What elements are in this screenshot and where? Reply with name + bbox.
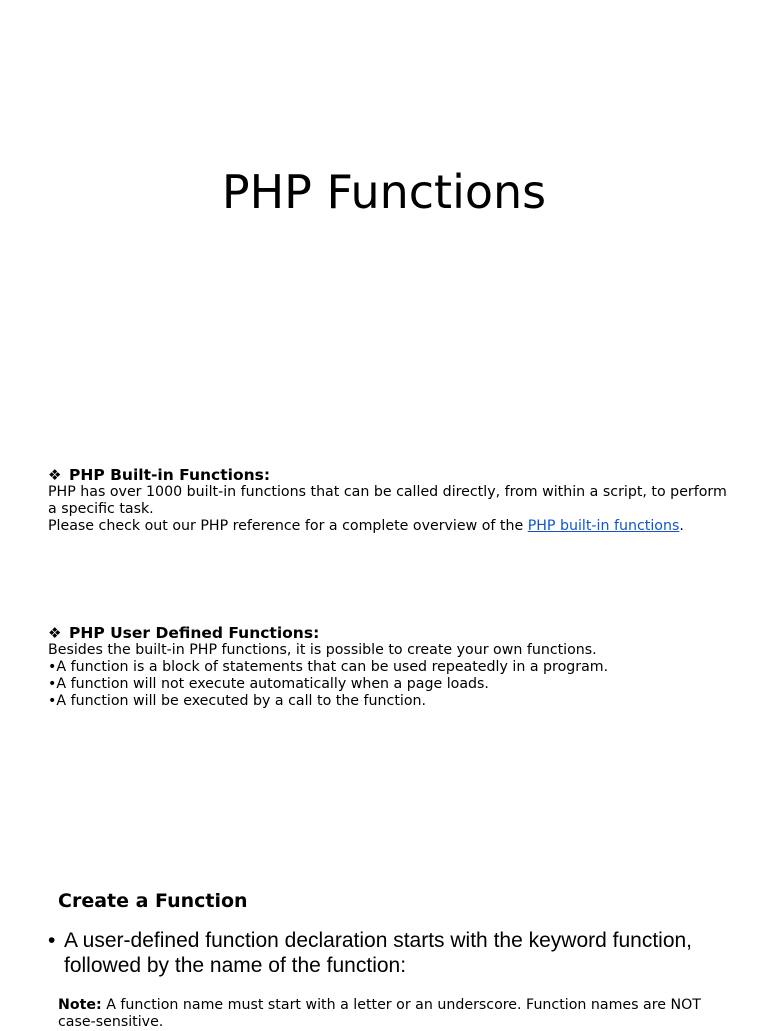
user-defined-functions-heading (48, 624, 738, 642)
create-function-point-text: A user-defined function declaration starts with the keyword function, followed by the name of the function: (64, 929, 693, 977)
user-defined-functions-heading-text: PHP User Defined Functions: (69, 624, 320, 642)
built-in-description: PHP has over 1000 built-in functions that can be called directly, from within a script, to perform a specific task. (48, 484, 727, 517)
user-defined-point: •A function will not execute automatically when a page loads. (48, 676, 489, 692)
reference-text: Please check out our PHP reference for a complete overview of the (48, 518, 528, 534)
reference-period: . (679, 518, 684, 534)
user-defined-intro: Besides the built-in PHP functions, it is possible to create your own functions. (48, 642, 597, 658)
user-defined-point: •A function will be executed by a call to the function. (48, 693, 427, 709)
built-in-functions-heading (48, 466, 738, 484)
create-function-heading: Create a Function (58, 890, 248, 912)
function-name-note (58, 997, 718, 1031)
built-in-functions-section (48, 466, 738, 535)
user-defined-point: •A function is a block of statements that can be used repeatedly in a program. (48, 659, 609, 675)
note-label: Note: (58, 997, 102, 1013)
php-built-in-functions-link[interactable]: PHP built-in functions (527, 518, 680, 534)
bullet-icon: • (48, 929, 56, 952)
built-in-reference-line (48, 518, 738, 535)
note-text: A function name must start with a letter or an underscore. Function names are NOT case-sensitive. (58, 997, 701, 1030)
diamond-bullet-icon: ❖ (48, 624, 62, 642)
create-function-point (48, 928, 728, 978)
diamond-bullet-icon: ❖ (48, 466, 62, 484)
user-defined-functions-section (48, 624, 738, 710)
page-title: PHP Functions (221, 165, 547, 219)
built-in-functions-heading-text: PHP Built-in Functions: (69, 466, 271, 484)
